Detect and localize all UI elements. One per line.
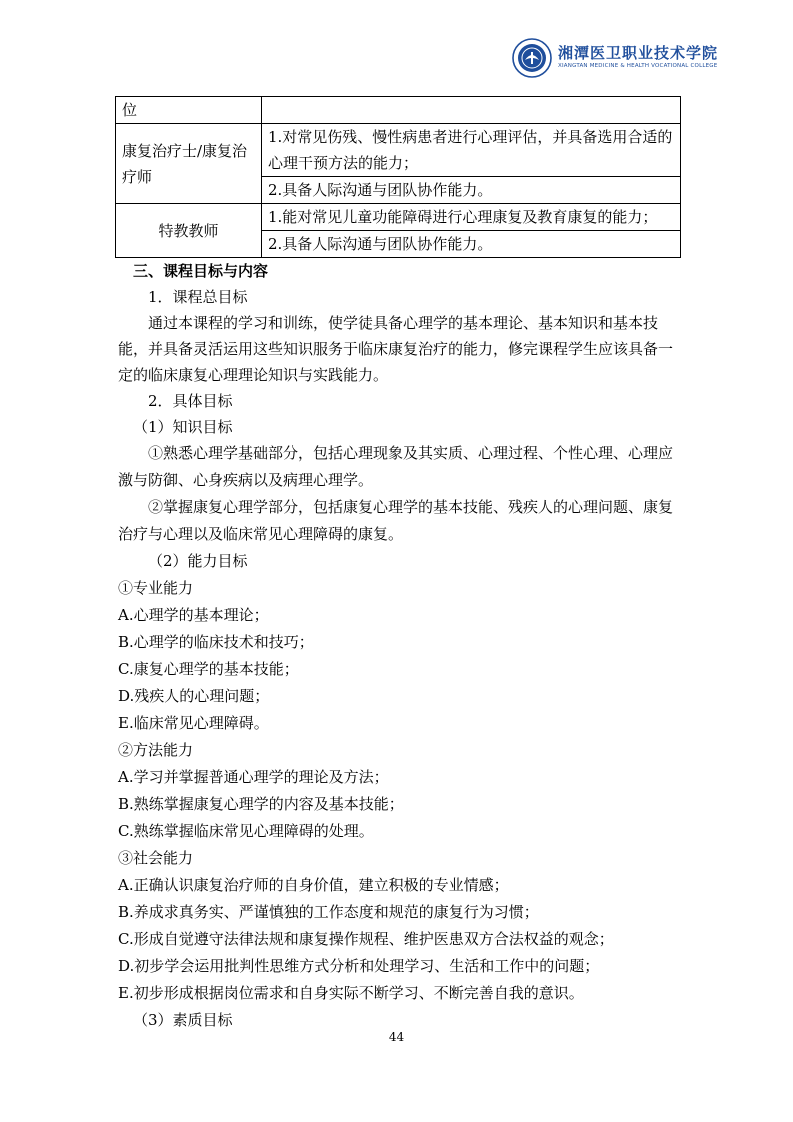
paragraph: ②掌握康复心理学部分，包括康复心理学的基本技能、残疾人的心理问题、康复治疗与心理以及临床常见心理障碍的康复。 [118, 498, 674, 543]
table-cell-role: 特教教师 [116, 204, 262, 258]
list-heading: ②方法能力 [118, 741, 194, 759]
table-cell-item: 2.具备人际沟通与团队协作能力。 [262, 231, 681, 258]
subsection-heading: （1）知识目标 [133, 418, 233, 436]
table-row [116, 124, 681, 177]
subsection-heading: （2）能力目标 [148, 552, 248, 570]
table-cell-role: 位 [116, 97, 262, 124]
list-heading: ①专业能力 [118, 579, 194, 597]
page-header [512, 38, 719, 82]
table-row [116, 204, 681, 231]
list-item: A.正确认识康复治疗师的自身价值，建立积极的专业情感； [118, 876, 509, 894]
list-item: B.养成求真务实、严谨慎独的工作态度和规范的康复行为习惯； [118, 903, 539, 921]
page-number: 44 [388, 1030, 405, 1044]
section-heading: 三、课程目标与内容 [133, 262, 269, 280]
table-cell-item: 1.能对常见儿童功能障碍进行心理康复及教育康复的能力； [262, 204, 681, 231]
college-logo-icon [512, 38, 552, 78]
list-item: E.初步形成根据岗位需求和自身实际不断学习、不断完善自我的意识。 [118, 984, 584, 1002]
subsection-heading: 2．具体目标 [148, 392, 233, 410]
list-item: A.心理学的基本理论； [118, 606, 269, 624]
table-cell-item: 1.对常见伤残、慢性病患者进行心理评估，并具备选用合适的心理干预方法的能力； [262, 124, 681, 177]
subsection-heading: 1．课程总目标 [148, 288, 248, 306]
list-item: E.临床常见心理障碍。 [118, 714, 269, 732]
list-item: B.熟练掌握康复心理学的内容及基本技能； [118, 795, 404, 813]
list-item: C.康复心理学的基本技能； [118, 660, 299, 678]
subsection-heading: （3）素质目标 [133, 1011, 233, 1029]
list-item: D.初步学会运用批判性思维方式分析和处理学习、生活和工作中的问题； [118, 957, 600, 975]
competency-table [115, 96, 681, 258]
college-name-en: XIANGTAN MEDICINE & HEALTH VOCATIONAL COLLEGE [558, 63, 718, 69]
list-heading: ③社会能力 [118, 849, 194, 867]
list-item: D.残疾人的心理问题； [118, 687, 270, 705]
table-row [116, 97, 681, 124]
college-name-cn: 湘潭医卫职业技术学院 [558, 44, 719, 62]
list-item: C.熟练掌握临床常见心理障碍的处理。 [118, 822, 374, 840]
paragraph: 通过本课程的学习和训练，使学徒具备心理学的基本理论、基本知识和基本技能，并具备灵活运用这些知识服务于临床康复治疗的能力，修完课程学生应该具备一定的临床康复心理理论知识与实践能力。 [118, 314, 674, 384]
list-item: B.心理学的临床技术和技巧； [118, 633, 314, 651]
paragraph: ①熟悉心理学基础部分，包括心理现象及其实质、心理过程、个性心理、心理应激与防御、心身疾病以及病理心理学。 [118, 444, 674, 489]
list-item: A.学习并掌握普通心理学的理论及方法； [118, 768, 389, 786]
table-cell-role: 康复治疗士/康复治疗师 [116, 124, 262, 204]
document-body [118, 258, 680, 1034]
table-cell-empty [262, 97, 681, 124]
table-cell-item: 2.具备人际沟通与团队协作能力。 [262, 177, 681, 204]
list-item: C.形成自觉遵守法律法规和康复操作规程、维护医患双方合法权益的观念； [118, 930, 614, 948]
